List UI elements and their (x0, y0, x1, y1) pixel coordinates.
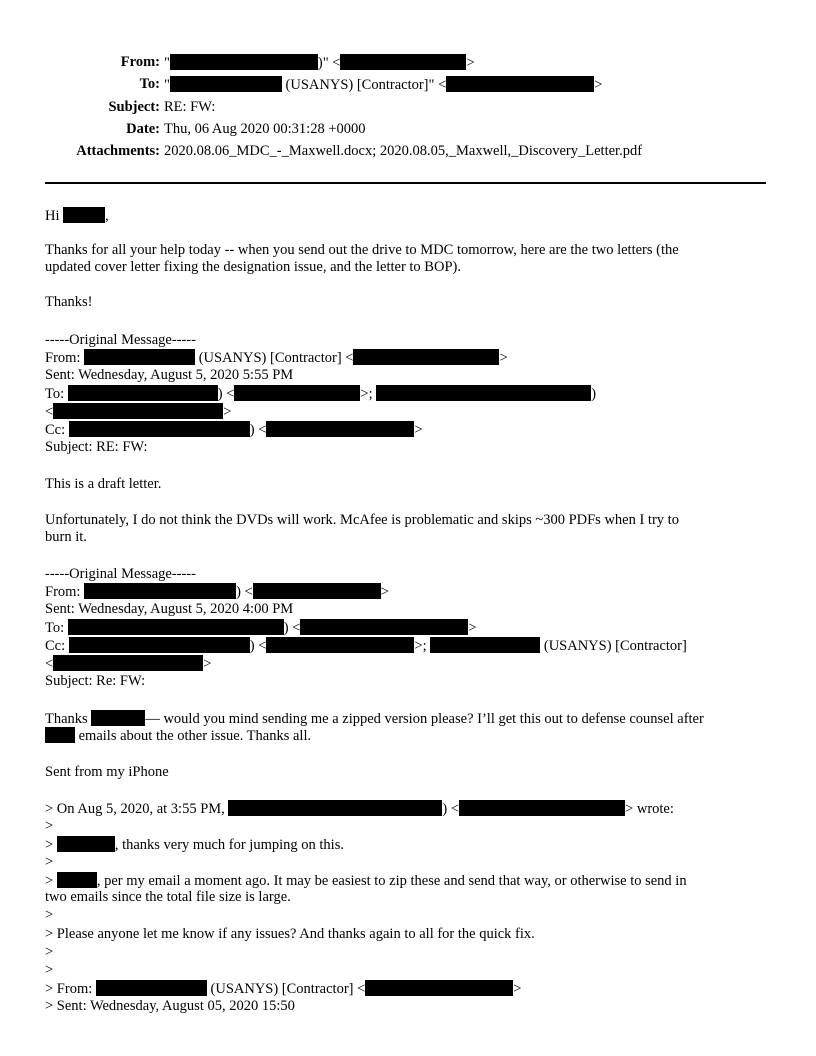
redaction (340, 54, 466, 70)
redaction (376, 385, 591, 401)
draft-line: This is a draft letter. (45, 476, 162, 492)
date-label: Date: (126, 121, 160, 137)
redaction (96, 980, 207, 996)
orig2-cc-suffix: (USANYS) [Contractor] (543, 638, 687, 654)
quote-gt: > (45, 818, 54, 834)
attachments-label: Attachments: (76, 143, 160, 159)
orig1-to-cont: < > (45, 404, 232, 420)
quote-per-line1: > , per my email a moment ago. It may be easiest to zip these and send that way, or otherwise to send in (45, 873, 687, 889)
sent-from-iphone: Sent from my iPhone (45, 764, 169, 780)
redaction (57, 836, 115, 852)
orig1-marker: -----Original Message----- (45, 332, 196, 348)
thanks2-line2: emails about the other issue. Thanks all. (45, 727, 311, 745)
header-divider (45, 182, 766, 184)
orig1-to-line: To: ) < >; ) (45, 386, 597, 402)
date-value: Thu, 06 Aug 2020 00:31:28 +0000 (164, 121, 366, 137)
orig2-cc-cont: < > (45, 656, 212, 672)
redaction (266, 421, 414, 437)
attachments-value[interactable]: 2020.08.06_MDC_-_Maxwell.docx; 2020.08.05,_Maxwell,_Discovery_Letter.pdf (164, 143, 643, 159)
para1-line1: Thanks for all your help today -- when you send out the drive to MDC tomorrow, here are the two letters (the (45, 242, 679, 258)
quote-gt: > (45, 962, 54, 978)
quote-gt: > (45, 944, 54, 960)
quote-sent: > Sent: Wednesday, August 05, 2020 15:50 (45, 998, 295, 1014)
redaction (446, 76, 594, 92)
quote-from-line: > From: (USANYS) [Contractor] < > (45, 981, 522, 997)
redaction (170, 76, 282, 92)
orig1-cc-line: Cc: ) < > (45, 422, 423, 438)
redaction (300, 619, 468, 635)
subject-value: RE: FW: (164, 99, 216, 115)
quote-per-line2: two emails since the total file size is large. (45, 889, 291, 905)
from-value: " )" < > (164, 55, 475, 71)
quote-gt: > (45, 907, 54, 923)
redaction (459, 800, 625, 816)
thanks2-line1: Thanks — would you mind sending me a zipped version please? I’ll get this out to defense counsel after (45, 711, 704, 727)
redaction (170, 54, 318, 70)
orig2-subject: Subject: Re: FW: (45, 673, 146, 689)
redaction (353, 349, 499, 365)
redaction (253, 583, 381, 599)
orig1-from-line: From: (USANYS) [Contractor] < > (45, 350, 508, 366)
redaction (68, 385, 218, 401)
quote-gt: > (45, 854, 54, 870)
redaction (91, 710, 145, 726)
redaction (45, 727, 75, 743)
from-label: From: (120, 54, 160, 70)
orig1-from-suffix: (USANYS) [Contractor] < (198, 350, 354, 366)
orig2-sent: Sent: Wednesday, August 5, 2020 4:00 PM (45, 601, 294, 617)
redaction (430, 637, 540, 653)
para1-line2: updated cover letter fixing the designation issue, and the letter to BOP). (45, 259, 461, 275)
to-value: " (USANYS) [Contractor]" < > (164, 77, 603, 93)
orig2-marker: -----Original Message----- (45, 566, 196, 582)
to-suffix: (USANYS) [Contractor]" (285, 77, 435, 93)
redaction (68, 619, 284, 635)
quote-from-suffix: (USANYS) [Contractor] < (210, 981, 366, 997)
redaction (53, 655, 203, 671)
orig2-cc-line: Cc: ) < >; (USANYS) [Contractor] (45, 638, 687, 654)
quote-thanks-line: > , thanks very much for jumping on this. (45, 837, 344, 853)
redaction (266, 637, 414, 653)
redaction (234, 385, 360, 401)
thanks-line: Thanks! (45, 294, 93, 310)
orig2-to-line: To: ) < > (45, 620, 477, 636)
orig1-subject: Subject: RE: FW: (45, 439, 148, 455)
to-label: To: (139, 76, 160, 92)
redaction (69, 637, 250, 653)
quote-please: > Please anyone let me know if any issues? And thanks again to all for the quick fix. (45, 926, 535, 942)
para2-line1: Unfortunately, I do not think the DVDs will work. McAfee is problematic and skips ~300 PDFs when I try to (45, 512, 679, 528)
quote-on-line: > On Aug 5, 2020, at 3:55 PM, ) < > wrote: (45, 801, 674, 817)
redaction (228, 800, 442, 816)
greeting-line: Hi , (45, 208, 109, 224)
redaction (63, 207, 105, 223)
redaction (84, 349, 195, 365)
redaction (57, 872, 97, 888)
redaction (69, 421, 250, 437)
redaction (365, 980, 513, 996)
para2-line2: burn it. (45, 529, 87, 545)
subject-label: Subject: (108, 99, 160, 115)
orig2-from-line: From: ) < > (45, 584, 389, 600)
redaction (84, 583, 236, 599)
greeting: Hi (45, 208, 60, 224)
redaction (53, 403, 223, 419)
orig1-sent: Sent: Wednesday, August 5, 2020 5:55 PM (45, 367, 294, 383)
